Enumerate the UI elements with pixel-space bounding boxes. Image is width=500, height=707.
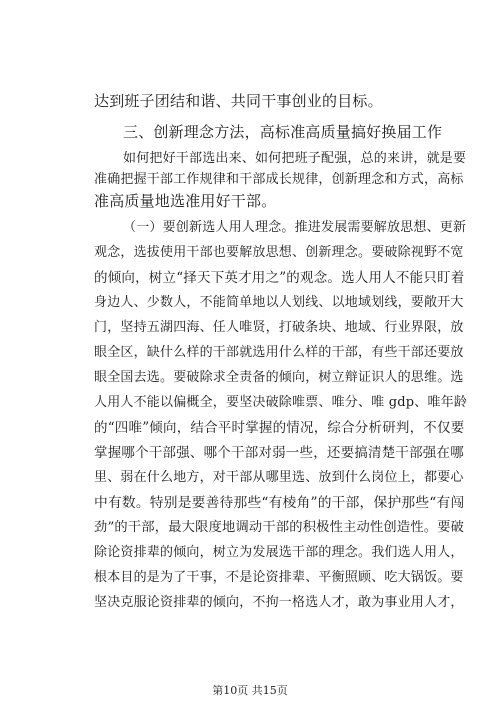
paragraph-line: 劲”的干部，最大限度地调动干部的积极性主动性创造性。要破 bbox=[94, 520, 465, 535]
section-heading: 三、创新理念方法，高标准高质量搞好换届工作 bbox=[123, 123, 443, 141]
paragraph-line: 观念，选拔使用干部也要解放思想、创新理念。要破除视野不宽 bbox=[94, 245, 464, 260]
paragraph-line: 眼全国去选。要破除求全责备的倾向，树立辩证识人的思维。选 bbox=[94, 370, 464, 385]
paragraph-line: 准确把握干部工作规律和干部成长规律，创新理念和方式，高标 bbox=[94, 172, 464, 187]
page-number-footer: 第10页 共15页 bbox=[212, 684, 288, 697]
paragraph-line: 如何把好干部选出来、如何把班子配强，总的来讲，就是要 bbox=[123, 151, 467, 166]
paragraph-line: 眼全区，缺什么样的干部就选用什么样的干部，有些干部还要放 bbox=[94, 345, 464, 360]
paragraph-line: 门，坚持五湖四海、任人唯贤，打破条块、地域、行业界限，放 bbox=[94, 320, 464, 335]
paragraph-line: 根本目的是为了干事，不是论资排辈、平衡照顾、吃大锅饭。要 bbox=[94, 570, 464, 585]
paragraph-line: 坚决克服论资排辈的倾向，不拘一格选人才，敢为事业用人才， bbox=[94, 595, 464, 610]
paragraph-line: 中有数。特别是要善待那些“有棱角”的干部，保护那些“有闯 bbox=[94, 495, 465, 511]
paragraph-line: 身边人、少数人，不能简单地以人划线、以地域划线，要敞开大 bbox=[94, 295, 464, 310]
paragraph-line: 里、弱在什么地方，对干部从哪里选、放到什么岗位上，都要心 bbox=[94, 470, 464, 485]
paragraph-line: 人用人不能以偏概全，要坚决破除唯票、唯分、唯 gdp、唯年龄 bbox=[94, 395, 468, 410]
text-line: 达到班子团结和谐、共同干事创业的目标。 bbox=[94, 92, 383, 110]
subsection-first-line: （一）要创新选人用人理念。推进发展需要解放思想、更新 bbox=[123, 220, 467, 235]
paragraph-line: 掌握哪个干部强、哪个干部对弱一些，还要搞清楚干部强在哪 bbox=[94, 445, 464, 461]
paragraph-line: 的倾向，树立“择天下英才用之”的观念。选人用人不能只盯着 bbox=[94, 270, 465, 286]
paragraph-line: 除论资排辈的倾向，树立为发展选干部的理念。我们选人用人， bbox=[94, 545, 464, 560]
paragraph-line: 准高质量地选准用好干部。 bbox=[94, 192, 277, 210]
paragraph-line: 的“四唯”倾向，结合平时掌握的情况，综合分析研判，不仅要 bbox=[94, 420, 465, 436]
